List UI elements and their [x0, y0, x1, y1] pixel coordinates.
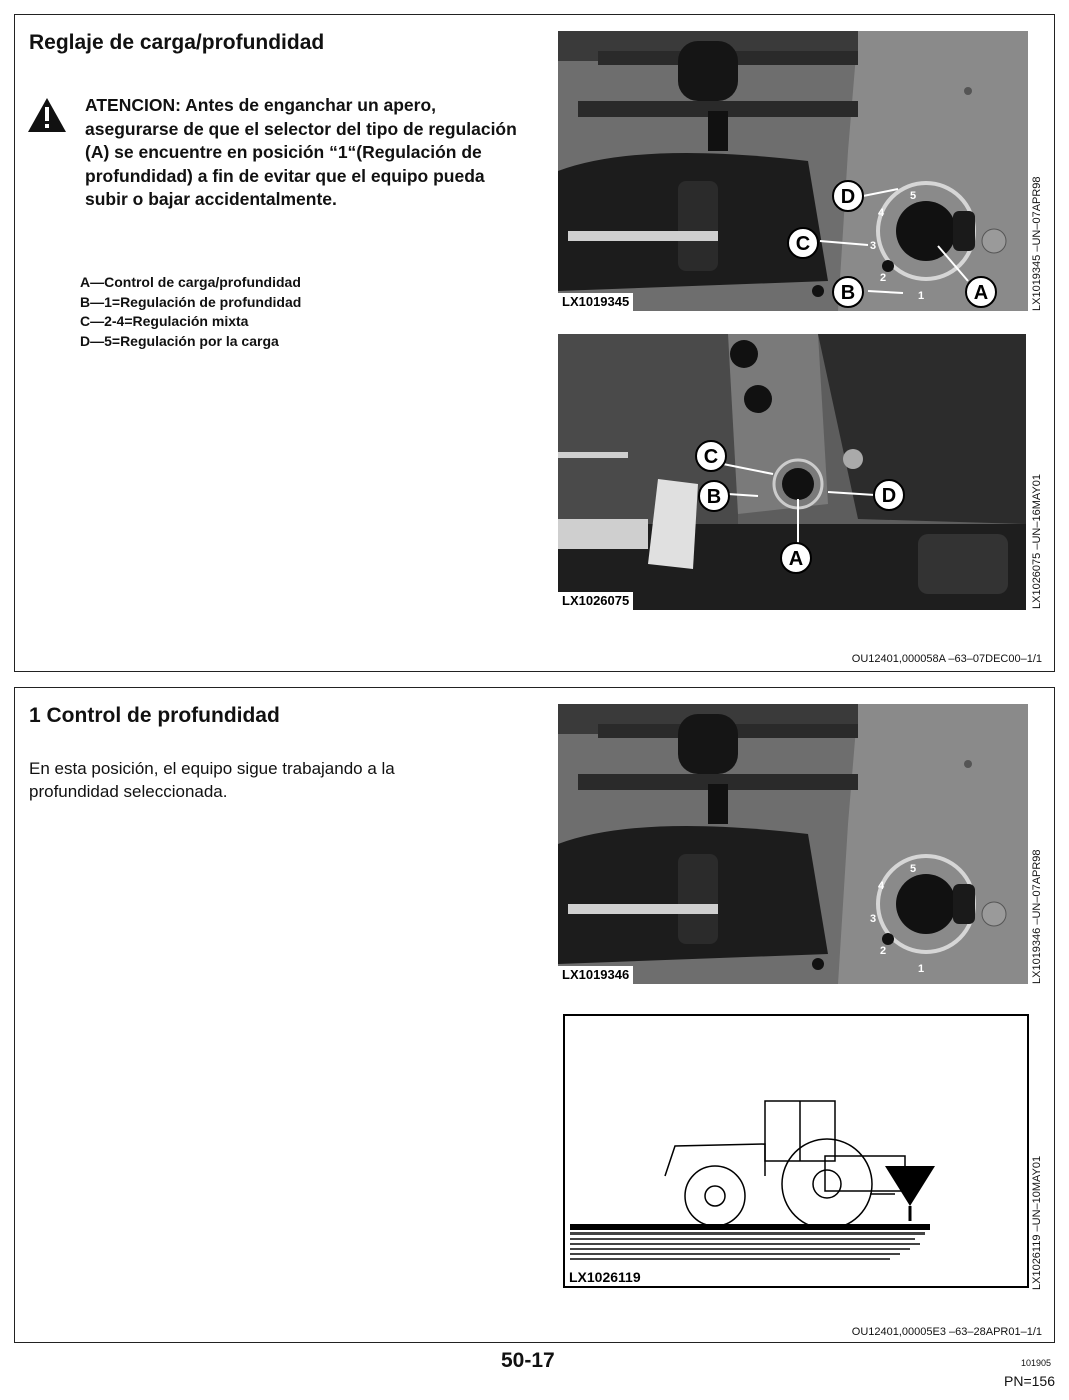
control-panel-photo-3: [558, 704, 1028, 984]
callout-d: D: [881, 485, 897, 507]
reference-code: OU12401,00005E3 –63–28APR01–1/1: [851, 1326, 1042, 1338]
section-title: Reglaje de carga/profundidad: [29, 31, 325, 54]
legend-item-c: C—2-4=Regulación mixta: [80, 313, 249, 329]
dial-number-1: 1: [918, 963, 925, 975]
pn-number: PN=156: [1004, 1373, 1055, 1389]
dial-number-1: 1: [918, 290, 925, 302]
dial-number-5: 5: [910, 863, 917, 875]
page-number: 50-17: [501, 1349, 555, 1372]
photo-side-id: LX1026075 –UN–16MAY01: [1031, 474, 1043, 609]
photo-side-id: LX1019346 –UN–07APR98: [1031, 849, 1043, 984]
dial-number-2: 2: [880, 945, 887, 957]
callout-c: C: [703, 446, 719, 468]
legend-item-d: D—5=Regulación por la carga: [80, 332, 279, 349]
illustration-label: LX1026119: [565, 1268, 645, 1286]
photo-label: LX1019346: [558, 966, 633, 984]
body-text: En esta posición, el equipo sigue trabajando a la profundidad seleccionada.: [29, 759, 395, 801]
dial-number-4: 4: [878, 207, 885, 219]
reference-code: OU12401,000058A –63–07DEC00–1/1: [851, 653, 1042, 665]
dial-number-5: 5: [910, 190, 917, 202]
section-depth-control: [14, 687, 1055, 1343]
warning-triangle-icon: [27, 97, 67, 133]
section-title: 1 Control de profundidad: [29, 704, 280, 727]
photo-side-id: LX1019345 –UN–07APR98: [1031, 176, 1043, 311]
legend-list: [80, 273, 301, 351]
legend-item-b: B—1=Regulación de profundidad: [80, 293, 302, 310]
document-code: 101905: [1020, 1358, 1051, 1368]
dial-number-3: 3: [870, 913, 877, 925]
dial-number-3: 3: [870, 240, 877, 252]
callout-c: C: [795, 233, 811, 255]
warning-text: ATENCION: Antes de enganchar un apero, asegurarse de que el selector del tipo de regulación (A) se encuentre en posición “1“(Regulación de profundidad) a fin de evitar que el equipo pueda subir o bajar accidentalmente.: [85, 95, 517, 210]
photo-label: LX1019345: [558, 293, 633, 311]
dial-number-4: 4: [878, 880, 885, 892]
callout-b: B: [840, 282, 856, 304]
tractor-illustration: [563, 1014, 1029, 1288]
callout-a: A: [788, 548, 804, 570]
callout-d: D: [840, 186, 856, 208]
tractor-drawing: [565, 1016, 1027, 1286]
callout-b: B: [706, 486, 722, 508]
callout-a: A: [973, 282, 989, 304]
section-load-depth-setting: [14, 14, 1055, 672]
control-panel-photo-1: [558, 31, 1028, 311]
dial-number-2: 2: [880, 272, 887, 284]
photo-label: LX1026075: [558, 592, 633, 610]
illustration-side-id: LX1026119 –UN–10MAY01: [1031, 1155, 1043, 1290]
legend-item-a: A—Control de carga/profundidad: [80, 274, 301, 290]
control-panel-photo-2: [558, 334, 1026, 610]
